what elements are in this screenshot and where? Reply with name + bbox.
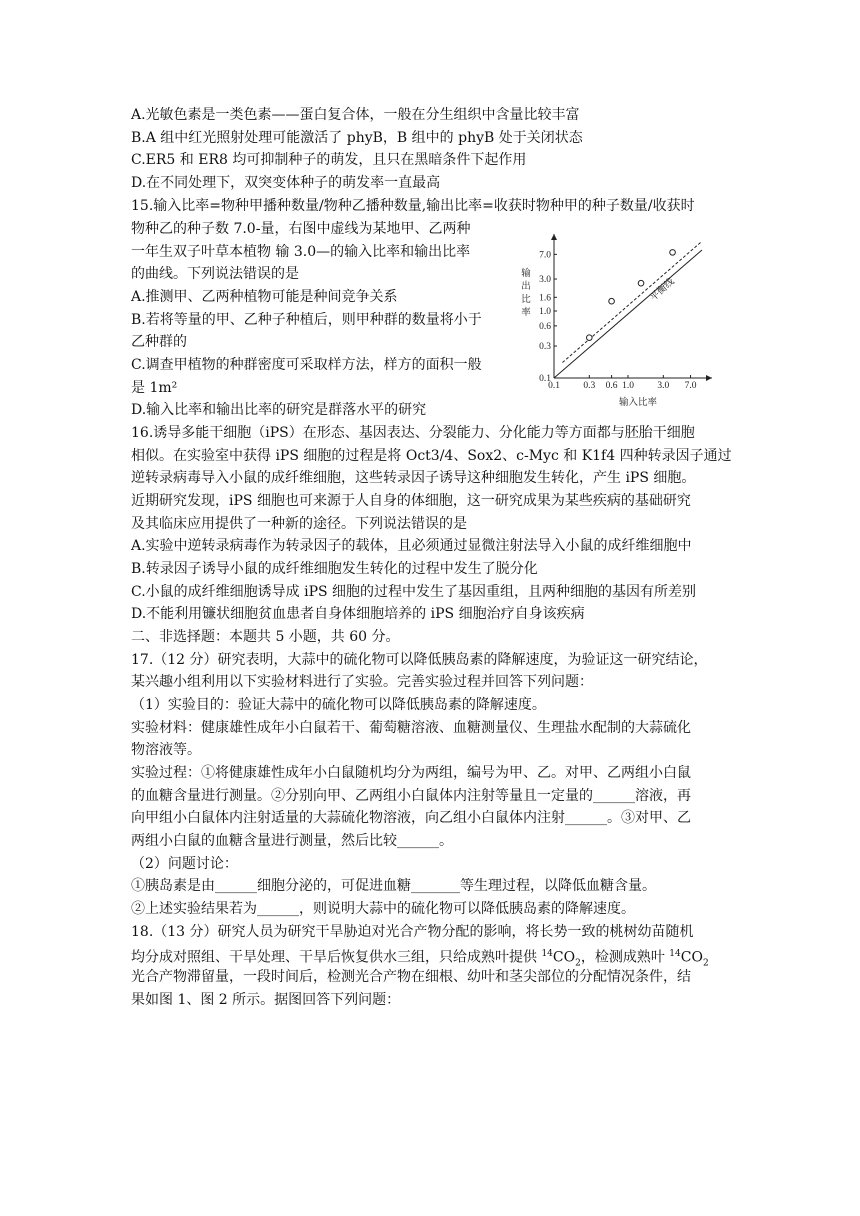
- x-tick-label: 0.6: [605, 381, 618, 391]
- data-point: [670, 250, 676, 256]
- section-heading: 二、非选择题：本题共 5 小题，共 60 分。: [131, 629, 400, 645]
- q17-line: 17.（12 分）研究表明，大蒜中的硫化物可以降低胰岛素的降解速度，为验证这一研究结论，: [131, 652, 708, 668]
- y-tick-label: 0.6: [539, 321, 551, 332]
- q15-option-d: D.输入比率和输出比率的研究是群落水平的研究: [131, 402, 427, 418]
- y-tick-label: 7.0: [539, 250, 551, 261]
- x-axis-arrow: [706, 375, 712, 381]
- q16-stem-line: 逆转录病毒导入小鼠的成纤维细胞，这些转录因子诱导这种细胞发生转化，产生 iPS 细胞。: [131, 470, 696, 486]
- q17-line: 实验过程：①将健康雄性成年小白鼠随机均分为两组，编号为甲、乙。对甲、乙两组小白鼠: [131, 765, 691, 781]
- y-tick-label: 0.3: [539, 342, 551, 353]
- equilibrium-label: 平衡线: [648, 276, 677, 304]
- data-point: [587, 335, 593, 341]
- y-tick-label: 0.1: [539, 374, 551, 384]
- q18-text: ，检测成熟叶: [580, 949, 670, 966]
- q15-option-b: B.若将等量的甲、乙种子种植后，则甲种群的数量将小于: [131, 312, 482, 328]
- q16-stem-line: 近期研究发现，iPS 细胞也可来源于人自身的体细胞，这一研究成果为某些疾病的基础研究: [131, 493, 691, 509]
- y-axis-label: 输: [521, 269, 531, 279]
- q16-option-c: C.小鼠的成纤维细胞诱导成 iPS 细胞的过程中发生了基因重组，且两种细胞的基因有所差别: [131, 584, 697, 600]
- ratio-chart: [512, 232, 712, 414]
- q18-superscript: 14: [541, 949, 553, 959]
- q15-option-c-cont: 是 1m²: [131, 380, 178, 396]
- q16-stem-line: 相似。在实验室中获得 iPS 细胞的过程是将 Oct3/4、Sox2、c-Myc 和 K1f4 四种转录因子通过: [131, 448, 732, 464]
- q17-line: 向甲组小白鼠体内注射适量的大蒜硫化物溶液，向乙组小白鼠体内注射______。③对甲、乙: [131, 810, 691, 826]
- q18-line: 18.（13 分）研究人员为研究干旱胁迫对光合产物分配的影响，将长势一致的桃树幼苗随机: [131, 924, 694, 940]
- equilibrium-line: [554, 250, 702, 378]
- q18-text: 均分成对照组、干旱处理、干旱后恢复供水三组，只给成熟叶提供: [131, 949, 542, 966]
- x-tick-label: 1.0: [622, 381, 634, 391]
- x-tick-label: 7.0: [684, 381, 697, 391]
- y-axis-label: 比: [521, 295, 531, 305]
- q16-option-b: B.转录因子诱导小鼠的成纤维细胞发生转化的过程中发生了脱分化: [131, 561, 538, 577]
- x-tick-label: 0.1: [548, 381, 560, 391]
- q17-line: 两组小白鼠的血糖含量进行测量，然后比较______。: [131, 833, 453, 849]
- q14-option-b: B.A 组中红光照射处理可能激活了 phyB，B 组中的 phyB 处于关闭状态: [131, 130, 583, 146]
- y-tick-label: 3.0: [539, 275, 551, 286]
- q16-stem-line: 及其临床应用提供了一种新的途径。下列说法错误的是: [131, 516, 467, 532]
- q17-line: （2）问题讨论：: [131, 856, 238, 872]
- q18-line: 果如图 1、图 2 所示。据图回答下列问题：: [131, 992, 401, 1008]
- data-point: [638, 280, 644, 286]
- q18-text: CO: [680, 949, 703, 966]
- y-axis-label: 率: [521, 308, 531, 318]
- x-axis-label: 输入比率: [618, 398, 658, 408]
- y-tick-label: 1.0: [539, 307, 551, 317]
- q15-stem-line: 的曲线。下列说法错误的是: [131, 266, 299, 282]
- q18-subscript: 2: [702, 958, 709, 969]
- q16-stem-line: 16.诱导多能干细胞（iPS）在形态、基因表达、分裂能力、分化能力等方面都与胚胎干细胞: [131, 425, 695, 441]
- q14-option-d: D.在不同处理下，双突变体种子的萌发率一直最高: [131, 175, 441, 191]
- y-axis-label: 出: [521, 282, 531, 292]
- q15-stem-line: 15.输入比率=物种甲播种数量/物种乙播种数量,输出比率=收获时物种甲的种子数量/收获时: [131, 198, 695, 214]
- q17-line: 的血糖含量进行测量。②分别向甲、乙两组小白鼠体内注射等量且一定量的______溶液，再: [131, 788, 691, 804]
- x-tick-label: 0.3: [583, 381, 596, 391]
- q14-option-c: C.ER5 和 ER8 均可抑制种子的萌发，且只在黑暗条件下起作用: [131, 152, 527, 168]
- q17-line: ②上述实验结果若为______，则说明大蒜中的硫化物可以降低胰岛素的降解速度。: [131, 901, 635, 917]
- dashed-fit-line: [562, 241, 702, 362]
- q15-option-c: C.调查甲植物的种群密度可采取样方法，样方的面积一般: [131, 357, 482, 373]
- q18-superscript: 14: [669, 949, 681, 959]
- q14-option-a: A.光敏色素是一类色素——蛋白复合体，一般在分生组织中含量比较丰富: [131, 107, 580, 123]
- data-point: [609, 298, 615, 304]
- q17-line: ①胰岛素是由______细胞分泌的，可促进血糖_______等生理过程，以降低血糖含量。: [131, 878, 656, 894]
- q15-option-a: A.推测甲、乙两种植物可能是种间竞争关系: [131, 289, 398, 305]
- q17-line: 实验材料：健康雄性成年小白鼠若干、葡萄糖溶液、血糖测量仪、生理盐水配制的大蒜硫化: [131, 720, 691, 736]
- q15-stem-line: 物种乙的种子数 7.0-量，右图中虚线为某地甲、乙两种: [131, 221, 471, 237]
- q15-stem-line: 一年生双子叶草本植物 输 3.0—的输入比率和输出比率: [131, 244, 471, 260]
- x-tick-label: 3.0: [657, 381, 670, 391]
- q18-line: 光合产物滞留量，一段时间后，检测光合产物在细根、幼叶和茎尖部位的分配情况条件，结: [131, 969, 691, 985]
- q15-option-b-cont: 乙种群的: [131, 334, 187, 350]
- q17-line: 某兴趣小组利用以下实验材料进行了实验。完善实验过程并回答下列问题：: [131, 674, 593, 690]
- q17-line: 物溶液等。: [131, 742, 201, 758]
- q18-text: CO: [552, 949, 576, 966]
- y-tick-label: 1.6: [539, 293, 551, 304]
- q16-option-d: D.不能利用镰状细胞贫血患者自身体细胞培养的 iPS 细胞治疗自身该疾病: [131, 606, 585, 622]
- q18-subscript: 2: [575, 958, 581, 969]
- y-axis-arrow: [551, 234, 557, 240]
- q17-line: （1）实验目的：验证大蒜中的硫化物可以降低胰岛素的降解速度。: [131, 697, 546, 713]
- q16-option-a: A.实验中逆转录病毒作为转录因子的载体，且必须通过显微注射法导入小鼠的成纤维细胞中: [131, 538, 692, 554]
- ratio-chart-svg: [512, 232, 712, 414]
